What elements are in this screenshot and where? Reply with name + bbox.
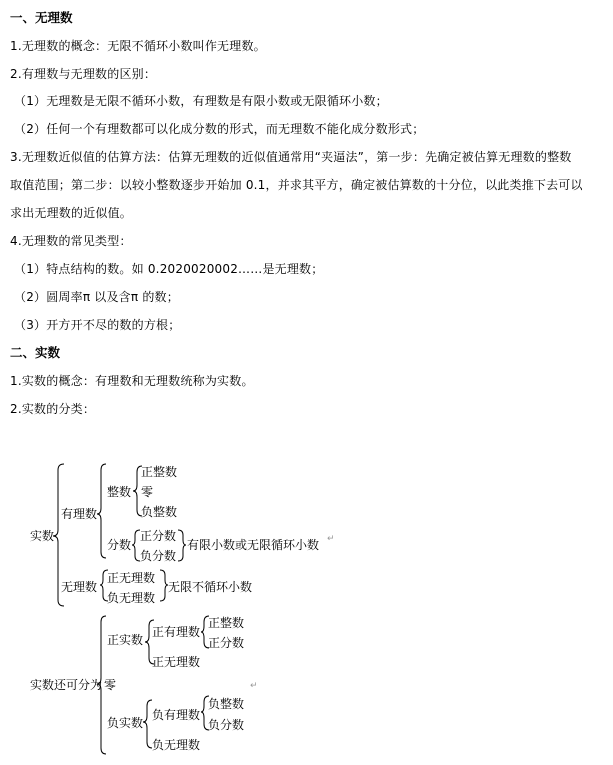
tree2-neg-real: 负实数 — [107, 716, 144, 730]
tree1-pos-irr: 正无理数 — [107, 571, 156, 585]
type-item-3: （3）开方开不尽的数的方根； — [14, 318, 181, 332]
estimation-line-3: 求出无理数的近似值。 — [10, 206, 133, 220]
tree1-fraction: 分数 — [107, 538, 132, 552]
tree1-fraction-close-brace — [178, 530, 186, 561]
tree2-pos-frac: 正分数 — [208, 636, 245, 650]
type-item-1: （1）特点结构的数。如 0.2020020002……是无理数； — [14, 262, 324, 276]
type-item-2: （2）圆周率π 以及含π 的数； — [14, 290, 179, 304]
difference-item-1: （1）无理数是无限不循环小数，有理数是有限小数或无限循环小数； — [14, 94, 388, 108]
tree1-neg-irr: 负无理数 — [107, 591, 156, 605]
tree2-pos-int: 正整数 — [208, 616, 245, 630]
tree1-neg-int: 负整数 — [141, 505, 178, 519]
estimation-line-1: 3.无理数近似值的估算方法：估算无理数的近似值通常用“夹逼法”，第一步：先确定被估算无理数的整数 — [10, 150, 572, 164]
estimation-line-2: 取值范围；第二步：以较小整数逐步开始加 0.1，并求其平方，确定被估算数的十分位，以此类推下去可以 — [10, 178, 583, 192]
tree1-rational-brace — [97, 464, 106, 558]
tree2-neg-rational: 负有理数 — [152, 708, 201, 722]
tree2-neg-irr: 负无理数 — [152, 738, 201, 752]
tree1-fraction-brace — [132, 530, 140, 561]
classification-heading: 2.实数的分类： — [10, 402, 96, 416]
section-1-heading: 一、无理数 — [10, 10, 73, 25]
tree2-neg-real-brace — [143, 700, 152, 748]
tree2-zero: 零 — [104, 678, 117, 692]
return-mark-1: ↵ — [327, 534, 335, 544]
tree1-pos-frac: 正分数 — [140, 529, 177, 543]
tree1-irrational-close-brace — [160, 570, 168, 601]
tree1-integer: 整数 — [107, 485, 132, 499]
tree2-root: 实数还可分为 — [30, 678, 103, 692]
types-heading: 4.无理数的常见类型： — [10, 234, 132, 248]
tree2-pos-irr: 正无理数 — [152, 655, 201, 669]
tree2-pos-rational: 正有理数 — [152, 625, 201, 639]
tree1-neg-frac: 负分数 — [140, 549, 177, 563]
section-2-heading: 二、实数 — [10, 345, 61, 360]
tree1-zero: 零 — [141, 485, 154, 499]
tree1-pos-int: 正整数 — [141, 465, 178, 479]
tree2-pos-real: 正实数 — [107, 633, 144, 647]
difference-item-2: （2）任何一个有理数都可以化成分数的形式，而无理数不能化成分数形式； — [14, 122, 425, 136]
tree1-irrational-note: 无限不循环小数 — [168, 580, 253, 594]
tree1-fraction-note: 有限小数或无限循环小数 — [187, 538, 320, 552]
tree1-root: 实数 — [30, 529, 55, 543]
difference-heading: 2.有理数与无理数的区别： — [10, 67, 157, 81]
tree1-rational: 有理数 — [61, 507, 98, 521]
tree2-neg-frac: 负分数 — [208, 718, 245, 732]
irrational-definition: 1.无理数的概念：无限不循环小数叫作无理数。 — [10, 39, 266, 53]
return-mark-2: ↵ — [250, 681, 258, 691]
tree1-irrational: 无理数 — [61, 580, 98, 594]
real-definition: 1.实数的概念：有理数和无理数统称为实数。 — [10, 374, 254, 388]
tree2-neg-int: 负整数 — [208, 697, 245, 711]
